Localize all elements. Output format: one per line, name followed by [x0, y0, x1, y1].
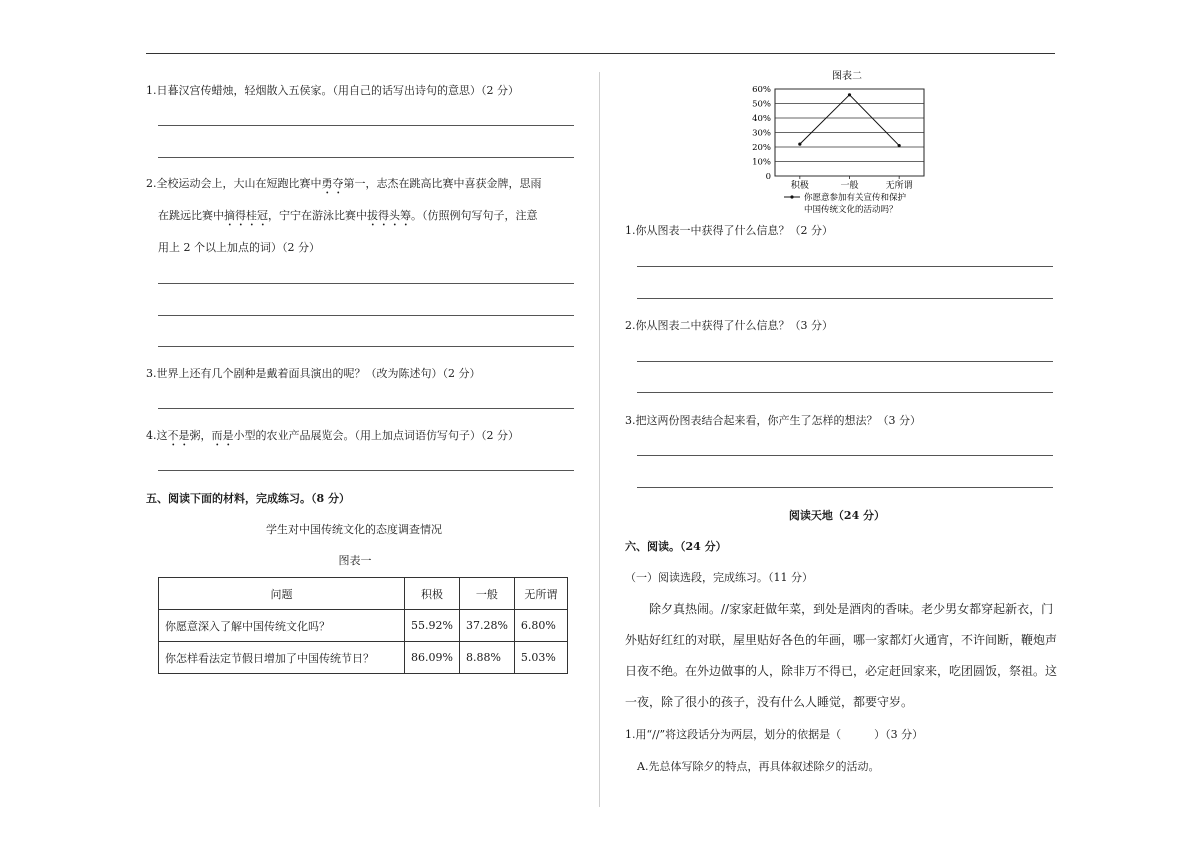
table-cell: 你愿意深入了解中国传统文化吗？	[159, 610, 405, 642]
answer-line[interactable]	[158, 315, 574, 316]
question-2-line-1	[146, 175, 542, 197]
answer-line[interactable]	[637, 487, 1053, 488]
chart-svg	[742, 68, 932, 218]
passage-line: 一夜，除了很小的孩子，没有什么人睡觉，都要守岁。	[625, 695, 914, 709]
x-tick-label: 积极	[790, 181, 809, 191]
option-a: A.先总体写除夕的特点，再具体叙述除夕的活动。	[637, 760, 880, 773]
y-tick-label: 20%	[752, 143, 771, 153]
y-tick-label: 40%	[752, 114, 771, 124]
header-cell: 无所谓	[514, 578, 567, 610]
column-divider	[599, 72, 600, 807]
answer-line[interactable]	[637, 298, 1053, 299]
survey-title: 学生对中国传统文化的态度调查情况	[266, 523, 442, 536]
legend-label: 中国传统文化的活动吗？	[804, 205, 898, 215]
text: 第一，志杰在跳高比赛中喜获金牌，思雨	[343, 177, 542, 190]
answer-line[interactable]	[158, 157, 574, 158]
section-6-heading: 六、阅读。（24 分）	[625, 540, 727, 553]
dotted-word: 拔得头筹	[367, 209, 411, 222]
question-2-line-2	[158, 207, 538, 229]
table-row	[159, 610, 568, 642]
data-point	[848, 93, 851, 96]
legend-marker	[790, 195, 793, 198]
legend-label: 你愿意参加有关宣传和保护	[804, 193, 907, 203]
answer-line[interactable]	[158, 470, 574, 471]
text: 2.全校运动会上，大山在短跑比赛中	[146, 177, 322, 190]
answer-line[interactable]	[637, 266, 1053, 267]
right-question-2: 2.你从图表二中获得了什么信息？（3 分）	[625, 319, 833, 332]
dotted-word: 而是	[211, 429, 234, 442]
data-point	[898, 144, 901, 147]
answer-line[interactable]	[637, 455, 1053, 456]
series-line	[800, 95, 899, 146]
question-4	[146, 427, 519, 449]
y-tick-label: 10%	[752, 157, 771, 168]
answer-line[interactable]	[637, 392, 1053, 393]
passage-line: 除夕真热闹。//家家赶做年菜，到处是酒肉的香味。老少男女都穿起新衣，门	[649, 602, 1054, 616]
passage-line: 外贴好红红的对联，屋里贴好各色的年画，哪一家都灯火通宵，不许间断，鞭炮声	[625, 633, 1058, 647]
top-rule	[146, 53, 1055, 54]
table-caption: 图表一	[338, 554, 372, 567]
y-tick-label: 60%	[752, 85, 771, 95]
table-cell: 86.09%	[405, 642, 460, 674]
line-chart	[742, 68, 932, 218]
section-5-heading: 五、阅读下面的材料，完成练习。（8 分）	[146, 492, 350, 505]
passage-line: 日夜不绝。在外边做事的人，除非万不得已，必定赶回家来，吃团圆饭，祭祖。这	[625, 664, 1058, 678]
table-cell: 55.92%	[405, 610, 460, 642]
table-cell: 37.28%	[459, 610, 514, 642]
dotted-word: 勇夺	[321, 177, 344, 190]
dotted-word: 摘得桂冠	[224, 209, 268, 222]
text: 4.这	[146, 429, 168, 442]
table-cell: 8.88%	[459, 642, 514, 674]
answer-line[interactable]	[158, 408, 574, 409]
data-point	[798, 143, 801, 146]
table-row	[159, 642, 568, 674]
text: 在跳远比赛中	[158, 209, 224, 222]
text: ，宁宁在游泳比赛中	[268, 209, 367, 222]
table-cell: 5.03%	[514, 642, 567, 674]
table-cell: 6.80%	[514, 610, 567, 642]
question-1: 1.日暮汉宫传蜡烛，轻烟散入五侯家。（用自己的话写出诗句的意思）（2 分）	[146, 84, 519, 97]
header-cell: 问题	[159, 578, 405, 610]
text: 粥，	[189, 429, 212, 442]
answer-line[interactable]	[158, 346, 574, 347]
chart-title: 图表二	[832, 71, 862, 82]
dotted-word: 不是	[167, 429, 190, 442]
y-tick-label: 30%	[752, 128, 771, 139]
x-tick-label: 一般	[840, 181, 859, 191]
answer-line[interactable]	[158, 283, 574, 284]
question-3: 3.世界上还有几个剧种是戴着面具演出的呢？（改为陈述句）（2 分）	[146, 367, 481, 380]
answer-line[interactable]	[637, 361, 1053, 362]
survey-table	[158, 577, 568, 674]
text: 。（仿照例句写句子，注意	[411, 209, 538, 222]
y-tick-label: 0	[765, 172, 771, 182]
right-question-3: 3.把这两份图表结合起来看，你产生了怎样的想法？（3 分）	[625, 414, 921, 427]
reading-question-1: 1.用“//”将这段话分为两层，划分的依据是（ ）（3 分）	[625, 728, 924, 741]
right-question-1: 1.你从图表一中获得了什么信息？（2 分）	[625, 224, 833, 237]
part-1-heading: （一）阅读选段，完成练习。（11 分）	[625, 571, 813, 584]
reading-heading: 阅读天地（24 分）	[788, 509, 886, 522]
x-tick-label: 无所谓	[885, 181, 913, 191]
header-cell: 一般	[459, 578, 514, 610]
question-2-line-3: 用上 2 个以上加点的词）（2 分）	[158, 241, 320, 254]
answer-line[interactable]	[158, 125, 574, 126]
header-cell: 积极	[405, 578, 460, 610]
table-header-row	[159, 578, 568, 610]
table-cell: 你怎样看法定节假日增加了中国传统节日？	[159, 642, 405, 674]
y-tick-label: 50%	[752, 99, 771, 110]
text: 小型的农业产品展览会。（用上加点词语仿写句子）（2 分）	[233, 429, 519, 442]
